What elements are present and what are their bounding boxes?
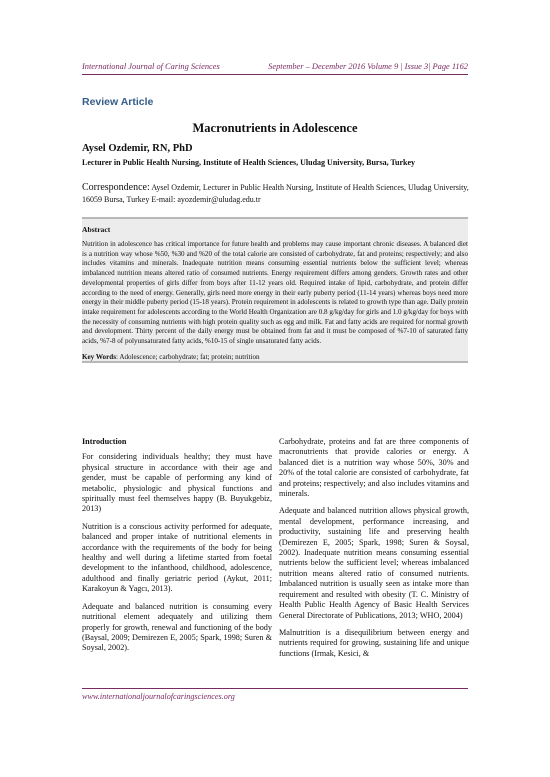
journal-url[interactable]: www.internationaljournalofcaringsciences.org bbox=[82, 692, 235, 701]
footer-rule bbox=[82, 688, 468, 689]
abstract-text: Nutrition in adolescence has critical importance for future health and problems may cause important chronic diseases. A balanced diet is a nutrition way whose %50, %30 and %20 of the total calorie are consisted of carbohydrate, fat and proteins; respectively; and also includes vitamins and minerals. Inadequate nutrition means consuming essential nutrients below the sufficient level; whereas imbalanced nutrition means altered ratio of consumed nutrients. Energy requirement differs among genders. Growth rates and other developmental properties of girls differ from boys after 11-12 years old. Required intake of lipid, carbohydrate, and protein differ according to the need of energy. Generally, girls need more energy in their early puberty period (11-14 years) whereas boys need more energy in their middle puberty period (15-18 years). Protein requirement in adolescents is related to growth type than age. Daily protein intake requirement for adolescents according to the World Health Organization are 0.8 g/kg/day for girls and 1.0 g/kg/day for boys with the necessity of consuming nutrients with high protein quality such as egg and milk. Fat and fatty acids are required for normal growth and development. Thirty percent of the daily energy must be obtained from fat and it must be composed of %7-10 of saturated fatty acids, %7-8 of polyunsaturated fatty acids, %10-15 of single unsaturated fatty acids. bbox=[82, 240, 468, 346]
paragraph: Nutrition is a conscious activity performed for adequate, balanced and proper intake of nutritional elements in accordance with the requirements of the body for being healthy and well during a lifetime started from foetal development to the infanthood, childhood, adolescence, adulthood and finally geriatric period (Aykut, 2011; Karakoyun & Yagcı, 2013). bbox=[82, 521, 272, 594]
abstract-box bbox=[82, 217, 468, 363]
author-name: Aysel Ozdemir, RN, PhD bbox=[82, 143, 193, 154]
header-rule bbox=[82, 74, 468, 75]
article-type: Review Article bbox=[82, 96, 154, 108]
paragraph: Carbohydrate, proteins and fat are three components of macronutrients that provide calories or energy. A balanced diet is a nutrition way whose 50%, 30% and 20% of the total calorie are consisted of carbohydrate, fat and proteins; respectively; and also includes vitamins and minerals. bbox=[279, 437, 469, 499]
body-left-column bbox=[82, 437, 272, 661]
issue-info: September – December 2016 Volume 9 | Issue 3| Page 1162 bbox=[268, 62, 468, 71]
correspondence-text: Aysel Ozdemir, Lecturer in Public Health Nursing, Institute of Health Sciences, Uludag University, 16059 Bursa, Turkey E-mail: ayozdemir@uludag.edu.tr bbox=[82, 183, 469, 204]
section-heading-introduction: Introduction bbox=[82, 437, 127, 446]
correspondence-label: Correspondence: bbox=[82, 182, 150, 193]
keywords-label: Key Words bbox=[82, 352, 116, 361]
article-title: Macronutrients in Adolescence bbox=[192, 121, 358, 135]
correspondence bbox=[82, 182, 474, 206]
author-affiliation: Lecturer in Public Health Nursing, Institute of Health Sciences, Uludag University, Bursa, Turkey bbox=[82, 158, 416, 167]
body-right-column bbox=[279, 437, 469, 666]
journal-name: International Journal of Caring Sciences bbox=[82, 62, 220, 71]
abstract-heading: Abstract bbox=[82, 225, 111, 234]
keywords-list: : Adolescence; carbohydrate; fat; protein; nutrition bbox=[115, 352, 260, 361]
keywords bbox=[82, 353, 468, 361]
paragraph: For considering individuals healthy; they must have physical structure in accordance with their age and gender, must be capable of performing any kind of metabolic, physiologic and physical functions and spiritually must feel themselves happy (B. Buyukgebiz, 2013) bbox=[82, 452, 272, 514]
paragraph: Malnutrition is a disequilibrium between energy and nutrients required for growing, sustaining life and unique functions (Irmak, Kesici, & bbox=[279, 627, 469, 658]
paragraph: Adequate and balanced nutrition allows physical growth, mental development, performance increasing, and productivity, sustaining life and preserving health (Demirezen E, 2005; Spark, 1998; Suren & Soysal, 2002). Inadequate nutrition means consuming essential nutrients below the sufficient level; whereas imbalanced nutrition means altered ratio of consumed nutrients. Imbalanced nutrition is usually seen as intake more than requirement and resulted with obesity (T. C. Ministry of Health Public Health Agency of Basic Health Services General Directorate of Publications, 2013; WHO, 2004) bbox=[279, 506, 469, 620]
running-header bbox=[82, 62, 468, 71]
paragraph: Adequate and balanced nutrition is consuming every nutritional element adequately and utilizing them properly for growth, renewal and functioning of the body (Baysal, 2009; Demirezen E, 2005; Spark, 1998; Suren & Soysal, 2002). bbox=[82, 601, 272, 653]
